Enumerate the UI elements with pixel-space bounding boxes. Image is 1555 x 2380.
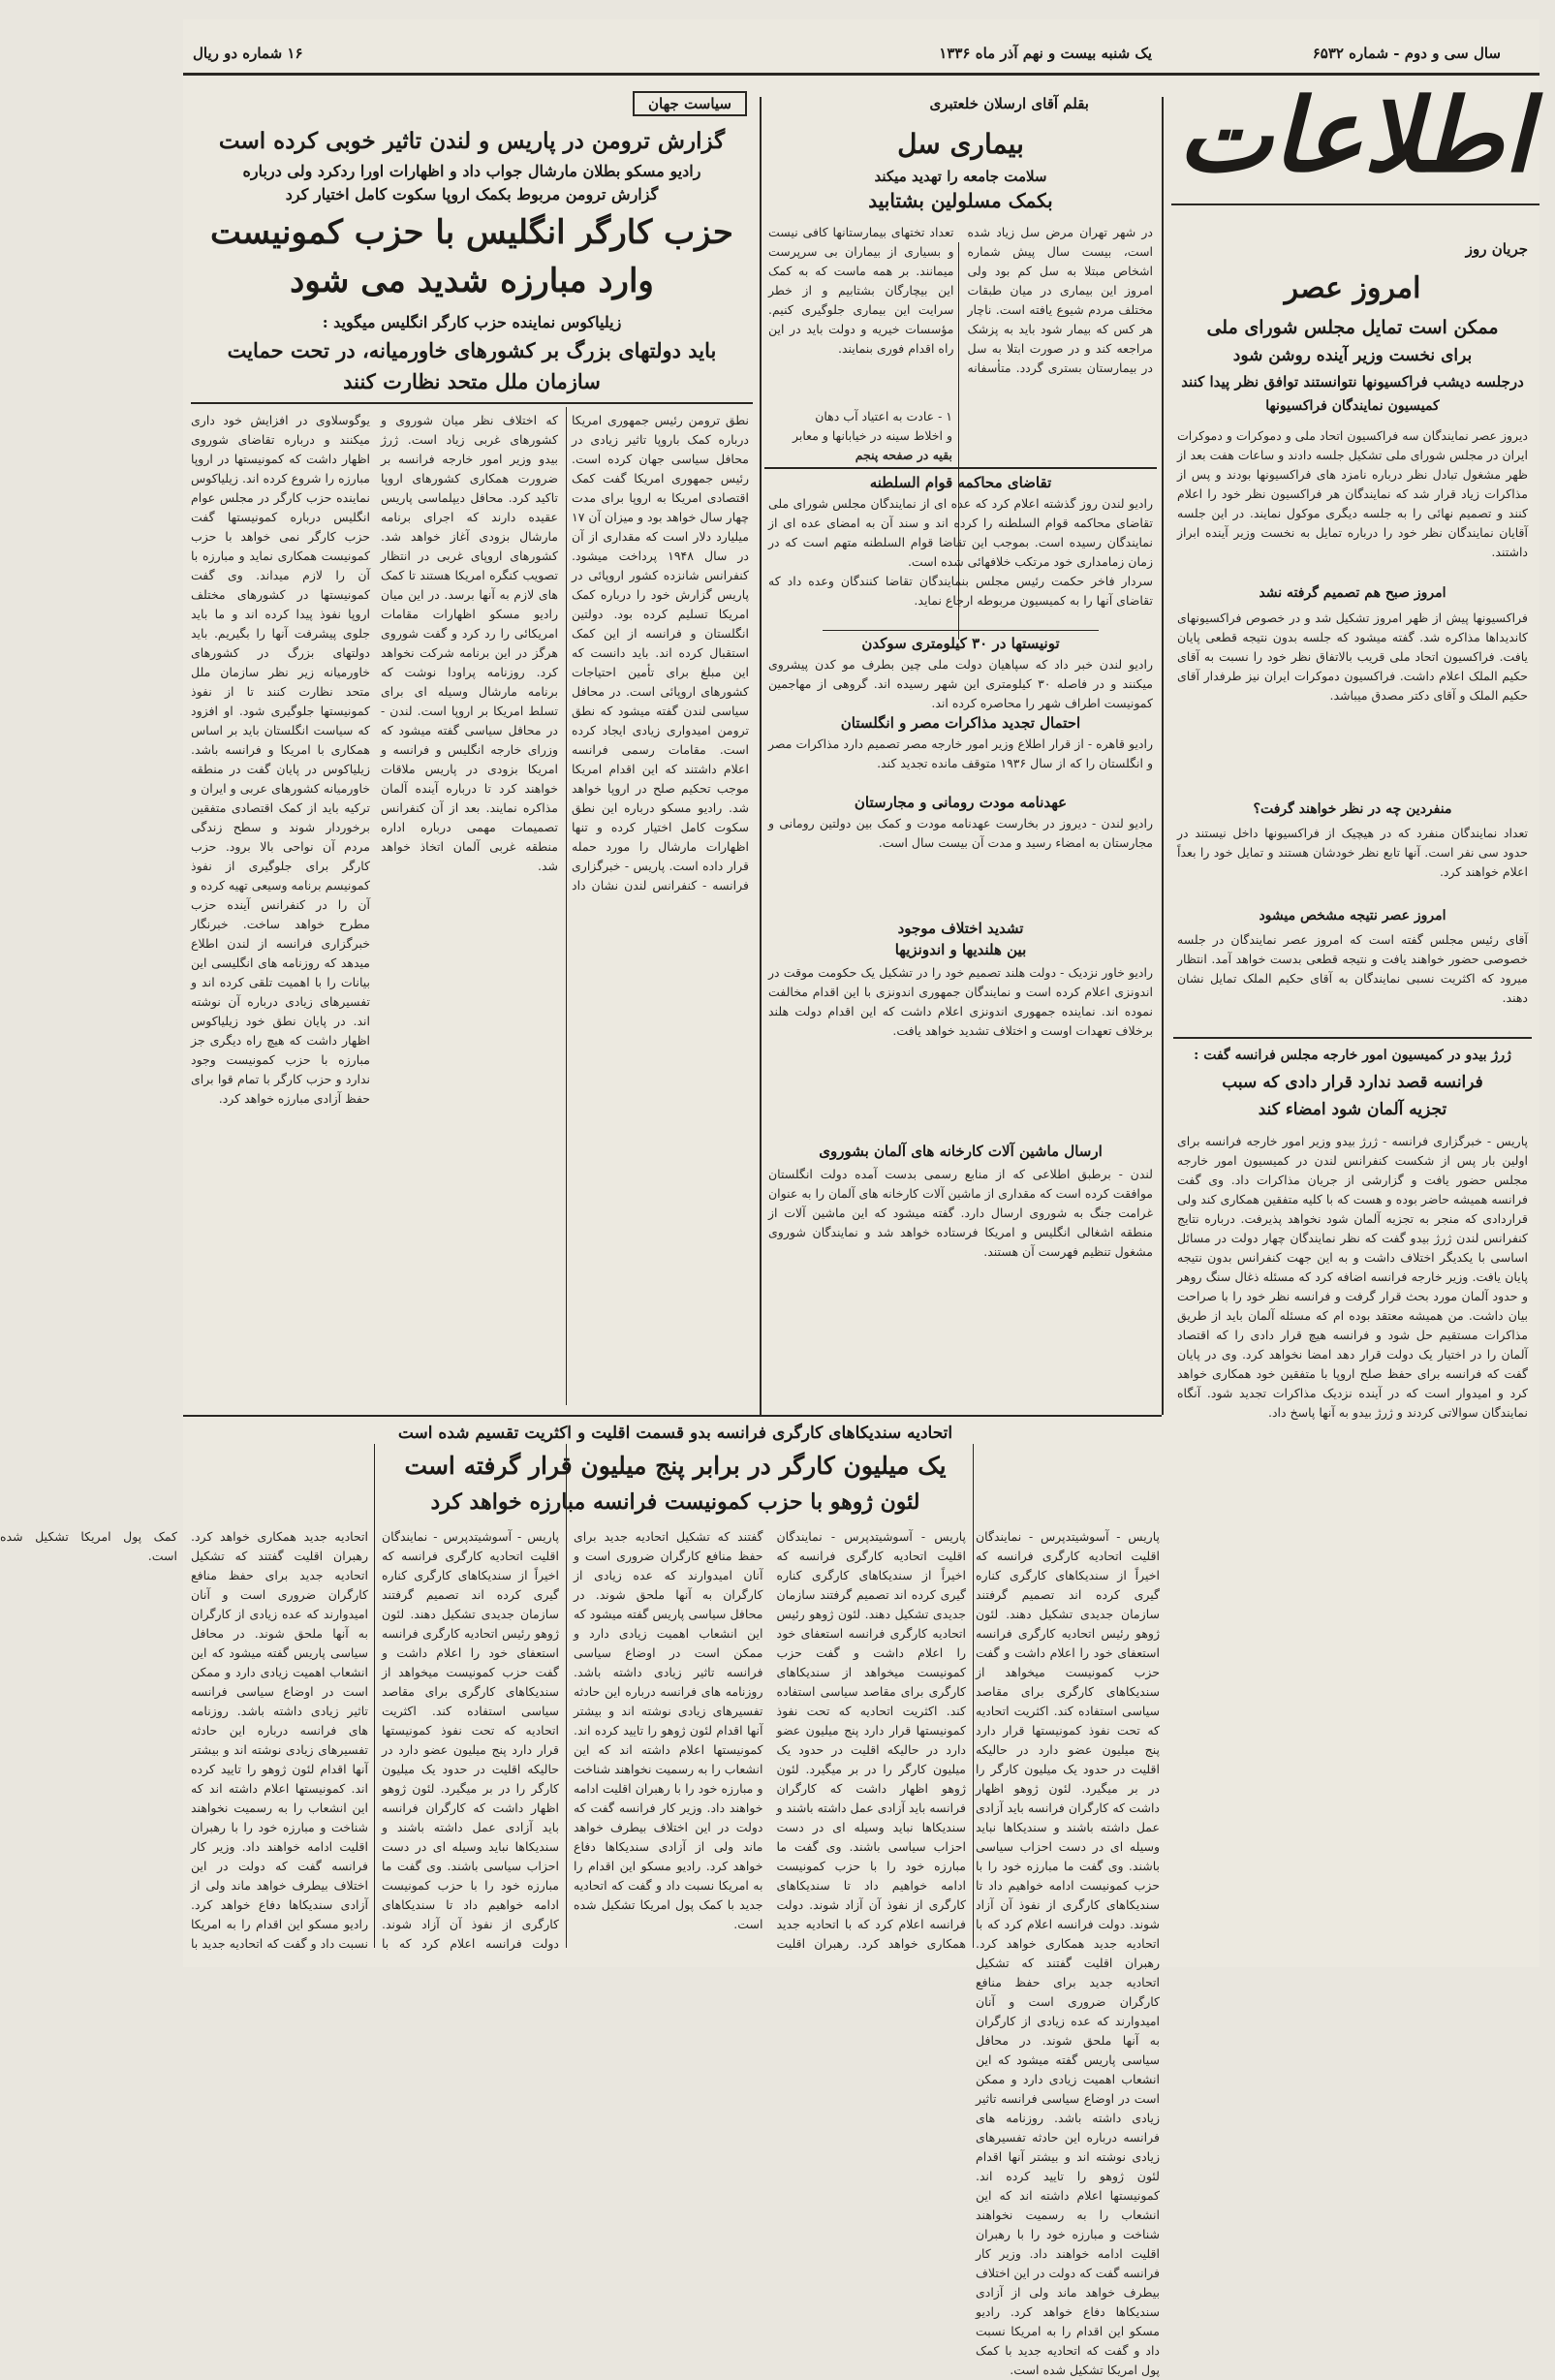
world-head-1: گزارش ترومن در پاریس و لندن تاثیر خوبی کرده است	[218, 128, 726, 154]
story-title: امروز عصر	[1284, 271, 1421, 305]
tb-bullet-2: و اخلاط سینه در خیابانها و معابر	[792, 428, 952, 443]
mid-rule-2	[823, 630, 1099, 631]
egypt-title: احتمال تجدید مذاکرات مصر و انگلستان	[840, 714, 1081, 732]
bottom-head-3: لئون ژوهو با حزب کمونیست فرانسه مبارزه خواهد کرد	[430, 1489, 920, 1515]
subhead-3: امروز عصر نتیجه مشخص میشود	[1259, 908, 1446, 924]
world-head-6: زیلیاکوس نماینده حزب کارگر انگلیس میگوید :	[322, 313, 622, 331]
deck-3: درجلسه دیشب فراکسیونها نتوانستند توافق نظر پیدا کنند	[1181, 373, 1524, 391]
world-rule	[191, 402, 753, 404]
bidault-deck-1: ژرژ بیدو در کمیسیون امور خارجه مجلس فرانسه گفت :	[1194, 1048, 1511, 1063]
qavam-title: تقاضای محاکمه قوام السلطنه	[869, 474, 1052, 491]
bidault-deck-2: فرانسه قصد ندارد قرار دادی که سبب	[1222, 1073, 1483, 1092]
world-col-a: یوگوسلاوی در افزایش خود داری میکنند و درباره تقاضای شوروی اظهار داشت که کمونیستها در اروپا مبارزه را شروع کرده اند. زیلیاکوس نماینده حزب کارگر در مجلس عوام انگلیس درباره کمونیستها گفت حزب کارگر نمی خواهد با حزب کمونیست همکاری نماید و مبارزه با آن را لازم میداند. وی گفت کمونیستها در کشورهای مختلف اروپا نفوذ پیدا کرده اند و ما باید جلوی پیشرفت آنها را بگیریم. باید دولتهای بزرگ در کشورهای خاورمیانه زیر نظر سازمان ملل متحد نظارت کنند تا از نفوذ کمونیستها جلوگیری شود. او افزود که سیاست انگلستان باید بر اساس همکاری با امریکا و فرانسه باشد. زیلیاکوس در پایان گفت در منطقه خاورمیانه کشورهای عربی و ایران و ترکیه باید از کمک اقتصادی متفقین برخوردار شوند و سطح زندگی مردم آن نواحی بالا برود. حزب کارگر برای جلوگیری از نفوذ کمونیسم برنامه وسیعی تهیه کرده و آن را در کنفرانس آینده حزب مطرح خواهد ساخت. خبرنگار خبرگزاری فرانسه از لندن اطلاع میدهد که روزنامه های انگلیسی این بیانات را با اهمیت تلقی کرده اند و تفسیرهای زیادی درباره آن نوشته اند. در پایان نطق خود زیلیاکوس اظهار داشت که هیچ راه دیگری جز مبارزه با حزب کمونیست وجود ندارد و حزب کارگر با تمام قوا برای حفظ آزادی مبارزه خواهد کرد.	[191, 413, 370, 1106]
left-column	[191, 87, 753, 1415]
treaty-title: عهدنامه مودت رومانی و مجارستان	[854, 794, 1068, 811]
world-head-5: وارد مبارزه شدید می شود	[290, 262, 654, 300]
bottom-text-left: پاریس - آسوشیتدپرس - نمایندگان اقلیت اتحادیه کارگری فرانسه که اخیراً از سندیکاهای کارگری کناره گیری کرده اند تصمیم گرفتند سازمان جدیدی تشکیل دهند. لئون ژوهو رئیس اتحادیه کارگری فرانسه استعفای خود را اعلام داشت و گفت حزب کمونیست میخواهد از سندیکاهای کارگری برای مقاصد سیاسی استفاده کند. اکثریت اتحادیه که تحت نفوذ کمونیستها قرار دارد پنج میلیون عضو دارد در حالیکه اقلیت در حدود یک میلیون کارگر را در بر میگیرد. لئون ژوهو اظهار داشت که کارگران فرانسه باید آزادی عمل داشته باشند و سندیکاها نباید وسیله ای در دست احزاب سیاسی باشند. وی گفت ما مبارزه خود را با حزب کمونیست ادامه خواهیم داد تا سندیکاهای کارگری از نفوذ آن آزاد شوند. دولت فرانسه اعلام کرد که با اتحادیه جدید همکاری خواهد کرد. رهبران اقلیت گفتند که تشکیل اتحادیه جدید برای حفظ منافع کارگران ضروری است و آنان امیدوارند که عده زیادی از کارگران به آنها ملحق شوند. در محافل سیاسی پاریس گفته میشود که این انشعاب اهمیت زیادی دارد و ممکن است در اوضاع سیاسی فرانسه تاثیر زیادی داشته باشد. روزنامه های فرانسه درباره این حادثه تفسیرهای زیادی نوشته اند و بیشتر آنها اقدام لئون ژوهو را تایید کرده اند. کمونیستها اعلام داشته اند که این انشعاب را به رسمیت نخواهند شناخت و مبارزه خود را با رهبران اقلیت ادامه خواهند داد. وزیر کار فرانسه گفت که دولت در این اختلاف بیطرف خواهد ماند ولی از آزادی سندیکاها دفاع خواهد کرد. رادیو مسکو این اقدام را به امریکا نسبت داد و گفت که اتحادیه جدید با کمک پول امریکا تشکیل شده است.	[0, 1529, 559, 1951]
issue-date: یک شنبه بیست و نهم آذر ماه ۱۳۳۶	[939, 45, 1152, 62]
bottom-story	[0, 1419, 1160, 2377]
world-section-label: سیاست جهان	[633, 91, 747, 116]
middle-column	[764, 87, 1157, 1415]
conflict-title-2: بین هلندیها و اندونزیها	[894, 941, 1027, 958]
qavam-text: رادیو لندن روز گذشته اعلام کرد که عده ای از نمایندگان مجلس شورای ملی تقاضای محاکمه قوام السلطنه را کرده اند و سند آن به امضای عده ای از نمایندگان رسیده است. بموجب این تقاضا قوام السلطنه متهم است که در زمان زمامداری خود مرتکب خلافهائی شده است.	[768, 496, 1153, 569]
conflict-text: رادیو خاور نزدیک - دولت هلند تصمیم خود را در تشکیل یک حکومت موقت در اندونزی اعلام کرده است و نمایندگان جمهوری اندونزی با این اقدام مخالفت نموده اند. نماینده جمهوری اندونزی اعلام داشت که این اقدام دولت هلند برخلاف تعهدات اوست و اختلاف تشدید خواهد یافت.	[768, 965, 1153, 1038]
logo	[1175, 76, 1534, 194]
svg-text:اطلاعات: اطلاعات	[1177, 76, 1532, 195]
newspaper-page	[0, 19, 1539, 2377]
bottom-text-right: پاریس - آسوشیتدپرس - نمایندگان اقلیت اتحادیه کارگری فرانسه که اخیراً از سندیکاهای کارگری کناره گیری کرده اند تصمیم گرفتند سازمان جدیدی تشکیل دهند. لئون ژوهو رئیس اتحادیه کارگری فرانسه استعفای خود را اعلام داشت و گفت حزب کمونیست میخواهد از سندیکاهای کارگری برای مقاصد سیاسی استفاده کند. اکثریت اتحادیه که تحت نفوذ کمونیستها قرار دارد پنج میلیون عضو دارد در حالیکه اقلیت در حدود یک میلیون کارگر را در بر میگیرد. لئون ژوهو اظهار داشت که کارگران فرانسه باید آزادی عمل داشته باشند و سندیکاها نباید وسیله ای در دست احزاب سیاسی باشند. وی گفت ما مبارزه خود را با حزب کمونیست ادامه خواهیم داد تا سندیکاهای کارگری از نفوذ آن آزاد شوند. دولت فرانسه اعلام کرد که با اتحادیه جدید همکاری خواهد کرد. رهبران اقلیت گفتند که تشکیل اتحادیه جدید برای حفظ منافع کارگران ضروری است و آنان امیدوارند که عده زیادی از کارگران به آنها ملحق شوند. در محافل سیاسی پاریس گفته میشود که این انشعاب اهمیت زیادی دارد و ممکن است در اوضاع سیاسی فرانسه تاثیر زیادی داشته باشد. روزنامه های فرانسه درباره این حادثه تفسیرهای زیادی نوشته اند و بیشتر آنها اقدام لئون ژوهو را تایید کرده اند. کمونیستها اعلام داشته اند که این انشعاب را به رسمیت نخواهند شناخت و مبارزه خود را با رهبران اقلیت ادامه خواهند داد. وزیر کار فرانسه گفت که دولت در این اختلاف بیطرف خواهد ماند ولی از آزادی سندیکاها دفاع خواهد کرد. رادیو مسکو این اقدام را به امریکا نسبت داد و گفت که اتحادیه جدید با کمک پول امریکا تشکیل شده است.	[976, 1529, 1160, 2377]
world-head-4: حزب کارگر انگلیس با حزب کمونیست	[210, 213, 733, 252]
world-head-2: رادیو مسکو بطلان مارشال جواب داد و اظهارات اورا ردکرد ولی درباره	[242, 162, 701, 180]
world-head-7: باید دولتهای بزرگ بر کشورهای خاورمیانه، در تحت حمایت	[227, 338, 717, 362]
deck-4: کمیسیون نمایندگان فراکسیونها	[1265, 398, 1440, 414]
text-1: فراکسیونها پیش از ظهر امروز تشکیل شد و در خصوص فراکسیونهای کاندیداها مذاکره شد. گفته میشود که جلسه بدون نتیجه قطعی پایان یافت. فراکسیون اتحاد ملی قریب بالاتفاق نظر خود را نسبت به آقای حکیم الملک اعلام داشت. فراکسیون دموکرات ایران نیز طرفدار آقای حکیم الملک و آقای دکتر مصدق میباشد.	[1177, 611, 1528, 703]
tb-bullet-3: بقیه در صفحه پنجم	[855, 448, 952, 462]
logo-rule	[1171, 204, 1539, 205]
bottom-top-rule	[183, 1415, 1162, 1417]
deck-1: ممکن است تمایل مجلس شورای ملی	[1206, 317, 1499, 338]
deck-2: برای نخست وزیر آینده روشن شود	[1232, 346, 1473, 365]
text-2: تعداد نمایندگان منفرد که در هیچیک از فراکسیونها داخل نیستند در حدود سی نفر است. آنها تابع نظر خودشان هستند و تمایل خود را بعداً اعلام خواهند کرد.	[1177, 826, 1528, 879]
world-head-3: گزارش ترومن مربوط بکمک اروپا سکوت کامل اختیار کرد	[285, 185, 659, 204]
machines-title: ارسال ماشین آلات کارخانه های آلمان بشوروی	[819, 1143, 1103, 1160]
world-col-b: نطق ترومن رئیس جمهوری امریکا درباره کمک باروپا تاثیر زیادی در محافل سیاسی جهان کرده است. رئیس جمهوری امریکا گفت کمک اقتصادی امریکا به اروپا برای مدت چهار سال خواهد بود و میزان آن ۱۷ میلیارد دلار است که مقداری از آن در سال ۱۹۴۸ پرداخت میشود. کنفرانس شانزده کشور اروپائی در پاریس گزارش خود را درباره کمک امریکا تسلیم کرده بود. دولتین انگلستان و فرانسه از این کمک استقبال کرده اند. باید دانست که این مبلغ برای تأمین احتیاجات کشورهای اروپائی است. در محافل سیاسی لندن گفته میشود که نطق ترومن امیدواری زیادی ایجاد کرده است. مقامات رسمی فرانسه اعلام داشتند که این اقدام امریکا موجب تحکیم صلح در اروپا خواهد شد. رادیو مسکو درباره این نطق سکوت کامل اختیار کرده و تنها اظهارات مارشال را مورد حمله قرار داده است. پاریس - خبرگزاری فرانسه - کنفرانس لندن نشان داد که اختلاف نظر میان شوروی و کشورهای غربی زیاد است. ژرژ بیدو وزیر امور خارجه فرانسه بر ضرورت همکاری کشورهای اروپا تاکید کرد. محافل دیپلماسی پاریس عقیده دارند که اجرای برنامه مارشال بزودی آغاز خواهد شد. کشورهای اروپای غربی در انتظار تصویب کنگره امریکا هستند تا کمک های لازم به آنها برسد. در این میان رادیو مسکو اظهارات مقامات امریکائی را رد کرد و گفت شوروی هرگز در این برنامه شرکت نخواهد کرد. روزنامه پراودا نوشت که برنامه مارشال وسیله ای برای تسلط امریکا بر اروپا است. لندن - در محافل سیاسی گفته میشود که وزرای خارجه انگلیس و فرانسه و امریکا بزودی در پاریس ملاقات خواهند کرد تا درباره آینده آلمان مذاکره نمایند. بعد از آن کنفرانس تصمیمات مهمی درباره اداره منطقه غربی آلمان اتخاذ خواهد شد.	[381, 413, 749, 892]
intro-text: دیروز عصر نمایندگان سه فراکسیون اتحاد ملی و دموکرات و دموکرات ایران در مجلس شورای ملی تشکیل جلسه دادند و ساعات هفت بعد از ظهر مشغول تبادل نظر درباره نامزد های فراکسیونها بودند و پس از مذاکرات زیاد قرار شد که نمایندگان هر فراکسیون نظر خود را اعلام کنند و تصمیم نهائی را به جلسه دیگری موکول نمایند. در این جلسه آقایان نمایندگان نظر خود را درباره تمایل به نخست وزیر آینده ابراز داشتند.	[1177, 428, 1528, 559]
price: ۱۶ شماره دو ریال	[193, 45, 303, 62]
qavam-text-2: سردار فاخر حکمت رئیس مجلس بنمایندگان تقاضا کنندگان وعده داد که تقاضای آنها را به کمیسیون مربوطه ارجاع نماید.	[768, 574, 1153, 608]
bottom-text-mid: پاریس - آسوشیتدپرس - نمایندگان اقلیت اتحادیه کارگری فرانسه که اخیراً از سندیکاهای کارگری کناره گیری کرده اند تصمیم گرفتند سازمان جدیدی تشکیل دهند. لئون ژوهو رئیس اتحادیه کارگری فرانسه استعفای خود را اعلام داشت و گفت حزب کمونیست میخواهد از سندیکاهای کارگری برای مقاصد سیاسی استفاده کند. اکثریت اتحادیه که تحت نفوذ کمونیستها قرار دارد پنج میلیون عضو دارد در حالیکه اقلیت در حدود یک میلیون کارگر را در بر میگیرد. لئون ژوهو اظهار داشت که کارگران فرانسه باید آزادی عمل داشته باشند و سندیکاها نباید وسیله ای در دست احزاب سیاسی باشند. وی گفت ما مبارزه خود را با حزب کمونیست ادامه خواهیم داد تا سندیکاهای کارگری از نفوذ آن آزاد شوند. دولت فرانسه اعلام کرد که با اتحادیه جدید همکاری خواهد کرد. رهبران اقلیت گفتند که تشکیل اتحادیه جدید برای حفظ منافع کارگران ضروری است و آنان امیدوارند که عده زیادی از کارگران به آنها ملحق شوند. در محافل سیاسی پاریس گفته میشود که این انشعاب اهمیت زیادی دارد و ممکن است در اوضاع سیاسی فرانسه تاثیر زیادی داشته باشد. روزنامه های فرانسه درباره این حادثه تفسیرهای زیادی نوشته اند و بیشتر آنها اقدام لئون ژوهو را تایید کرده اند. کمونیستها اعلام داشته اند که این انشعاب را به رسمیت نخواهند شناخت و مبارزه خود را با رهبران اقلیت ادامه خواهند داد. وزیر کار فرانسه گفت که دولت در این اختلاف بیطرف خواهد ماند ولی از آزادی سندیکاها دفاع خواهد کرد. رادیو مسکو این اقدام را به امریکا نسبت داد و گفت که اتحادیه جدید با کمک پول امریکا تشکیل شده است.	[573, 1529, 966, 1951]
col-divider-1	[1162, 97, 1164, 1415]
army-title: تونیستها در ۳۰ کیلومتری سوکدن	[861, 635, 1060, 652]
tb-deck-2: بکمک مسلولین بشتابید	[868, 189, 1053, 212]
tb-deck-1: سلامت جامعه را تهدید میکند	[874, 168, 1047, 185]
section-label: جریان روز	[1465, 240, 1528, 258]
byline: بقلم آقای ارسلان خلعتبری	[929, 95, 1089, 112]
subhead-2: منفردین چه در نظر خواهند گرفت؟	[1253, 801, 1452, 817]
egypt-text: رادیو قاهره - از قرار اطلاع وزیر امور خارجه مصر تصمیم دارد مذاکرات مصر و انگلستان را که از سال ۱۹۳۶ متوقف مانده تجدید کند.	[768, 736, 1153, 770]
masthead	[183, 19, 1539, 62]
right-column	[1173, 211, 1532, 1420]
bidault-deck-3: تجزیه آلمان شود امضاء کند	[1258, 1100, 1447, 1119]
right-mid-rule	[1173, 1037, 1532, 1039]
mid-rule-1	[764, 467, 1157, 469]
bottom-head-1: اتحادیه سندیکاهای کارگری فرانسه بدو قسمت اقلیت و اکثریت تقسیم شده است	[397, 1424, 953, 1443]
bidault-text: پاریس - خبرگزاری فرانسه - ژرژ بیدو وزیر امور خارجه فرانسه برای اولین بار پس از شکست کنفرانس لندن در کمیسیون امور خارجه مجلس حضور یافت و گزارشی از جریان مذاکرات داد. وی گفت فرانسه همیشه حاضر بوده و هست که با کلیه متفقین همکاری کند ولی قراردادی که منجر به تجزیه آلمان شود نخواهد پذیرفت. درباره نتایج کنفرانس لندن ژرژ بیدو گفت که نظر نمایندگان چهار دولت در مسائل اساسی با یکدیگر اختلاف داشت و به این جهت کنفرانس بدون نتیجه پایان یافت. وزیر خارجه فرانسه اضافه کرد که مسئله ذغال سنگ روهر و حدود آلمان مورد بحث قرار گرفت و فرانسه نظر خود را با صراحت بیان داشت. من همیشه معتقد بوده ام که مسئله آلمان باید از طریق مذاکرات مستقیم حل شود و فرانسه هیچ قرار دادی را که اقتصاد آلمان را در اختیار یک دولت قرار دهد امضا نخواهد کرد. وی در پایان گفت که فرانسه برای حفظ صلح اروپا با متفقین خود همکاری خواهد کرد و امیدوار است که در آینده نزدیک مذاکرات تجدید شود. آنگاه نمایندگان سوالاتی کردند و ژرژ بیدو به آنها پاسخ داد.	[1177, 1134, 1528, 1420]
subhead-1: امروز صبح هم تصمیم گرفته نشد	[1259, 585, 1446, 601]
col-divider-2	[760, 97, 762, 1415]
tb-text: در شهر تهران مرض سل زیاد شده است، بیست سال پیش شماره اشخاص مبتلا به سل کم بود ولی امروز این بیماری در میان طبقات مختلف مردم شیوع یافته است. ناچار هر کس که بیمار شود باید به پزشک مراجعه کند و در صورت ابتلا به سل در بیمارستان بستری گردد. متأسفانه تعداد تختهای بیمارستانها کافی نیست و بسیاری از بیماران بی سرپرست میمانند. بر همه ماست که به کمک این بیچارگان بشتابیم و از خطر سرایت این بیماری جلوگیری کنیم. مؤسسات خیریه و دولت باید در این راه اقدام فوری بنمایند.	[768, 225, 1153, 375]
tb-title: بیماری سل	[897, 128, 1024, 160]
world-head-8: سازمان ملل متحد نظارت کنند	[343, 369, 601, 393]
text-3: آقای رئیس مجلس گفته است که امروز عصر نمایندگان در جلسه خصوصی حضور خواهند یافت و نتیجه قطعی بدست خواهد آمد. انتظار میرود که اکثریت نسبی نمایندگان به آقای حکیم الملک تمایل نشان دهند.	[1177, 932, 1528, 1005]
logo-lettering	[1175, 76, 1534, 194]
machines-text: لندن - برطبق اطلاعی که از منابع رسمی بدست آمده دولت انگلستان موافقت کرده است که مقداری از ماشین آلات کارخانه های آلمان را به عنوان غرامت جنگ به شوروی ارسال دارد. گفته میشود که این ماشین آلات از منطقه اشغالی انگلیس و امریکا فرستاده خواهد شد و نمایندگان شوروی مشغول تنظیم فهرست آن هستند.	[768, 1167, 1153, 1259]
treaty-text: رادیو لندن - دیروز در بخارست عهدنامه مودت و کمک بین دولتین رومانی و مجارستان به امضاء رسید و مدت آن بیست سال است.	[768, 816, 1153, 850]
conflict-title: تشدید اختلاف موجود	[897, 920, 1024, 937]
tb-bullet-1: ۱ - عادت به اعتیاد آب دهان	[815, 409, 952, 423]
bottom-head-2: یک میلیون کارگر در برابر پنج میلیون قرار گرفته است	[404, 1452, 947, 1480]
army-text: رادیو لندن خبر داد که سپاهیان دولت ملی چین بطرف مو کدن پیشروی میکنند و در فاصله ۳۰ کیلومتری این شهر رسیده اند. گروهی از مهاجمین کمونیست اطراف شهر را محاصره کرده اند.	[768, 657, 1153, 710]
issue-info: سال سی و دوم - شماره ۶۵۳۲	[1312, 45, 1501, 62]
